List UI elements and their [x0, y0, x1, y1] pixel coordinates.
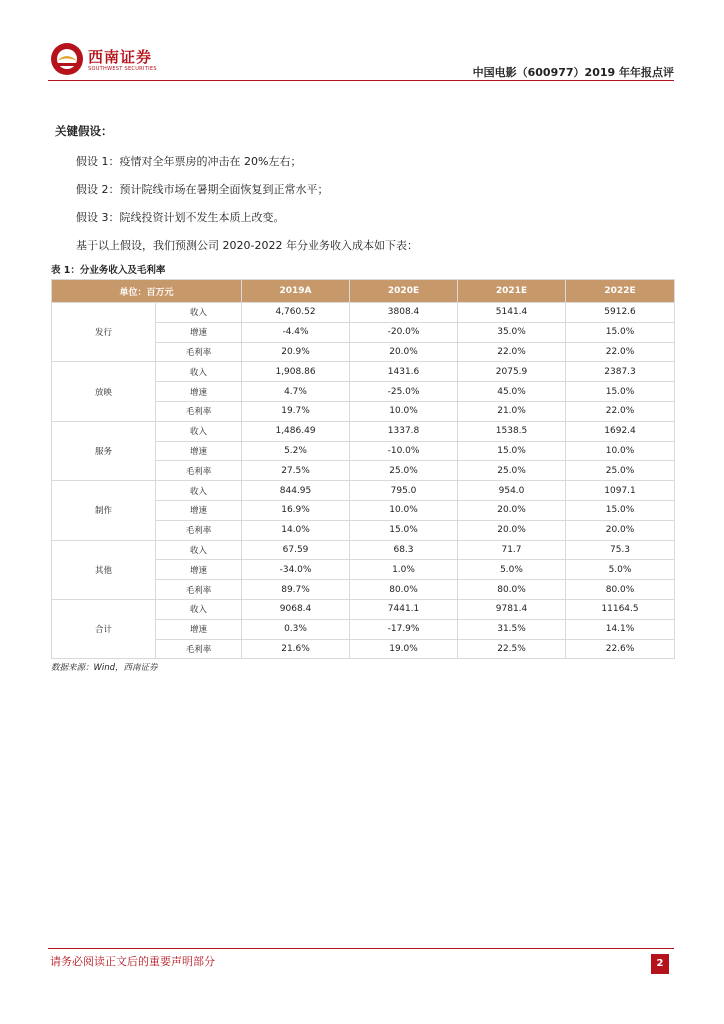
table-row — [52, 481, 675, 501]
column-header: 2019A — [242, 280, 350, 303]
table-cell: 22.0% — [458, 342, 566, 362]
table-cell: 2075.9 — [458, 362, 566, 382]
header-divider — [48, 80, 674, 81]
table-cell: 1337.8 — [350, 421, 458, 441]
table-cell: 21.6% — [242, 639, 350, 659]
brand-name-cn: 西南证券 — [88, 48, 153, 66]
table-cell: 795.0 — [350, 481, 458, 501]
page-header — [48, 38, 674, 82]
table-cell: 15.0% — [566, 500, 675, 520]
table-row — [52, 599, 675, 619]
table-cell: -17.9% — [350, 619, 458, 639]
table-cell: 22.5% — [458, 639, 566, 659]
table-cell: 0.3% — [242, 619, 350, 639]
table-cell: 68.3 — [350, 540, 458, 560]
segment-name: 发行 — [52, 303, 156, 362]
table-cell: -34.0% — [242, 560, 350, 580]
table-row — [52, 362, 675, 382]
brand-name-en: SOUTHWEST SECURITIES — [88, 66, 157, 72]
table-cell: 19.0% — [350, 639, 458, 659]
intro-paragraph: 基于以上假设，我们预测公司 2020-2022 年分业务收入成本如下表： — [76, 239, 418, 252]
disclaimer-notice: 请务必阅读正文后的重要声明部分 — [50, 955, 215, 968]
metric-label: 增速 — [156, 500, 242, 520]
metric-label: 毛利率 — [156, 342, 242, 362]
table-cell: 3808.4 — [350, 303, 458, 323]
table-cell: 21.0% — [458, 401, 566, 421]
table-cell: 80.0% — [566, 580, 675, 600]
metric-label: 增速 — [156, 441, 242, 461]
table-cell: 80.0% — [458, 580, 566, 600]
table-cell: 15.0% — [350, 520, 458, 540]
metric-label: 增速 — [156, 322, 242, 342]
table-cell: 27.5% — [242, 461, 350, 481]
table-cell: 71.7 — [458, 540, 566, 560]
table-cell: -20.0% — [350, 322, 458, 342]
table-row — [52, 303, 675, 323]
table-cell: 35.0% — [458, 322, 566, 342]
table-cell: 1538.5 — [458, 421, 566, 441]
table-cell: 5.2% — [242, 441, 350, 461]
table-cell: 20.0% — [458, 500, 566, 520]
table-cell: 5.0% — [458, 560, 566, 580]
metric-label: 毛利率 — [156, 639, 242, 659]
table-cell: 10.0% — [350, 500, 458, 520]
table-cell: 20.0% — [458, 520, 566, 540]
table-cell: 31.5% — [458, 619, 566, 639]
table-cell: 2387.3 — [566, 362, 675, 382]
table-cell: -4.4% — [242, 322, 350, 342]
table-cell: 14.0% — [242, 520, 350, 540]
table-cell: 22.0% — [566, 342, 675, 362]
table-cell: 45.0% — [458, 382, 566, 402]
column-header: 2021E — [458, 280, 566, 303]
metric-label: 毛利率 — [156, 580, 242, 600]
unit-header: 单位：百万元 — [52, 280, 242, 303]
table-cell: 16.9% — [242, 500, 350, 520]
metric-label: 收入 — [156, 481, 242, 501]
table-cell: 844.95 — [242, 481, 350, 501]
table-cell: -10.0% — [350, 441, 458, 461]
segment-name: 制作 — [52, 481, 156, 540]
table-cell: 14.1% — [566, 619, 675, 639]
table-title: 表 1：分业务收入及毛利率 — [51, 265, 166, 276]
table-cell: 22.0% — [566, 401, 675, 421]
table-cell: 20.0% — [566, 520, 675, 540]
table-cell: 15.0% — [458, 441, 566, 461]
segment-name: 其他 — [52, 540, 156, 599]
metric-label: 收入 — [156, 599, 242, 619]
table-cell: 5912.6 — [566, 303, 675, 323]
footer-divider — [48, 948, 674, 949]
table-row — [52, 421, 675, 441]
table-cell: 7441.1 — [350, 599, 458, 619]
brand-logo-icon — [50, 42, 84, 76]
assumption-2: 假设 2：预计院线市场在暑期全面恢复到正常水平； — [76, 183, 329, 196]
metric-label: 增速 — [156, 560, 242, 580]
assumption-1: 假设 1：疫情对全年票房的冲击在 20%左右； — [76, 155, 302, 168]
report-title: 中国电影（600977）2019 年年报点评 — [472, 66, 674, 79]
table-cell: 9068.4 — [242, 599, 350, 619]
table-cell: 80.0% — [350, 580, 458, 600]
table-cell: -25.0% — [350, 382, 458, 402]
metric-label: 毛利率 — [156, 520, 242, 540]
table-cell: 22.6% — [566, 639, 675, 659]
table-cell: 25.0% — [458, 461, 566, 481]
table-cell: 954.0 — [458, 481, 566, 501]
segment-name: 放映 — [52, 362, 156, 421]
table-cell: 9781.4 — [458, 599, 566, 619]
metric-label: 增速 — [156, 382, 242, 402]
table-cell: 25.0% — [566, 461, 675, 481]
data-source: 数据来源：Wind，西南证券 — [51, 663, 158, 673]
table-row — [52, 540, 675, 560]
metric-label: 收入 — [156, 362, 242, 382]
table-cell: 67.59 — [242, 540, 350, 560]
table-cell: 15.0% — [566, 382, 675, 402]
metric-label: 收入 — [156, 421, 242, 441]
table-cell: 11164.5 — [566, 599, 675, 619]
segment-name: 服务 — [52, 421, 156, 480]
table-cell: 20.9% — [242, 342, 350, 362]
table-cell: 10.0% — [566, 441, 675, 461]
column-header: 2020E — [350, 280, 458, 303]
segment-name: 合计 — [52, 599, 156, 658]
table-cell: 5.0% — [566, 560, 675, 580]
table-cell: 19.7% — [242, 401, 350, 421]
metric-label: 收入 — [156, 540, 242, 560]
table-cell: 4,760.52 — [242, 303, 350, 323]
table-cell: 4.7% — [242, 382, 350, 402]
table-cell: 1692.4 — [566, 421, 675, 441]
table-cell: 25.0% — [350, 461, 458, 481]
table-cell: 89.7% — [242, 580, 350, 600]
metric-label: 增速 — [156, 619, 242, 639]
metric-label: 毛利率 — [156, 461, 242, 481]
table-cell: 5141.4 — [458, 303, 566, 323]
table-cell: 1,908.86 — [242, 362, 350, 382]
column-header: 2022E — [566, 280, 675, 303]
table-cell: 1.0% — [350, 560, 458, 580]
metric-label: 收入 — [156, 303, 242, 323]
table-cell: 10.0% — [350, 401, 458, 421]
table-cell: 20.0% — [350, 342, 458, 362]
revenue-margin-table — [51, 279, 675, 659]
page-number: 2 — [651, 954, 669, 974]
metric-label: 毛利率 — [156, 401, 242, 421]
table-cell: 1431.6 — [350, 362, 458, 382]
table-cell: 1097.1 — [566, 481, 675, 501]
table-cell: 15.0% — [566, 322, 675, 342]
assumption-3: 假设 3：院线投资计划不发生本质上改变。 — [76, 211, 285, 224]
table-header-row — [52, 280, 675, 303]
section-title: 关键假设： — [55, 124, 113, 138]
table-cell: 75.3 — [566, 540, 675, 560]
table-cell: 1,486.49 — [242, 421, 350, 441]
